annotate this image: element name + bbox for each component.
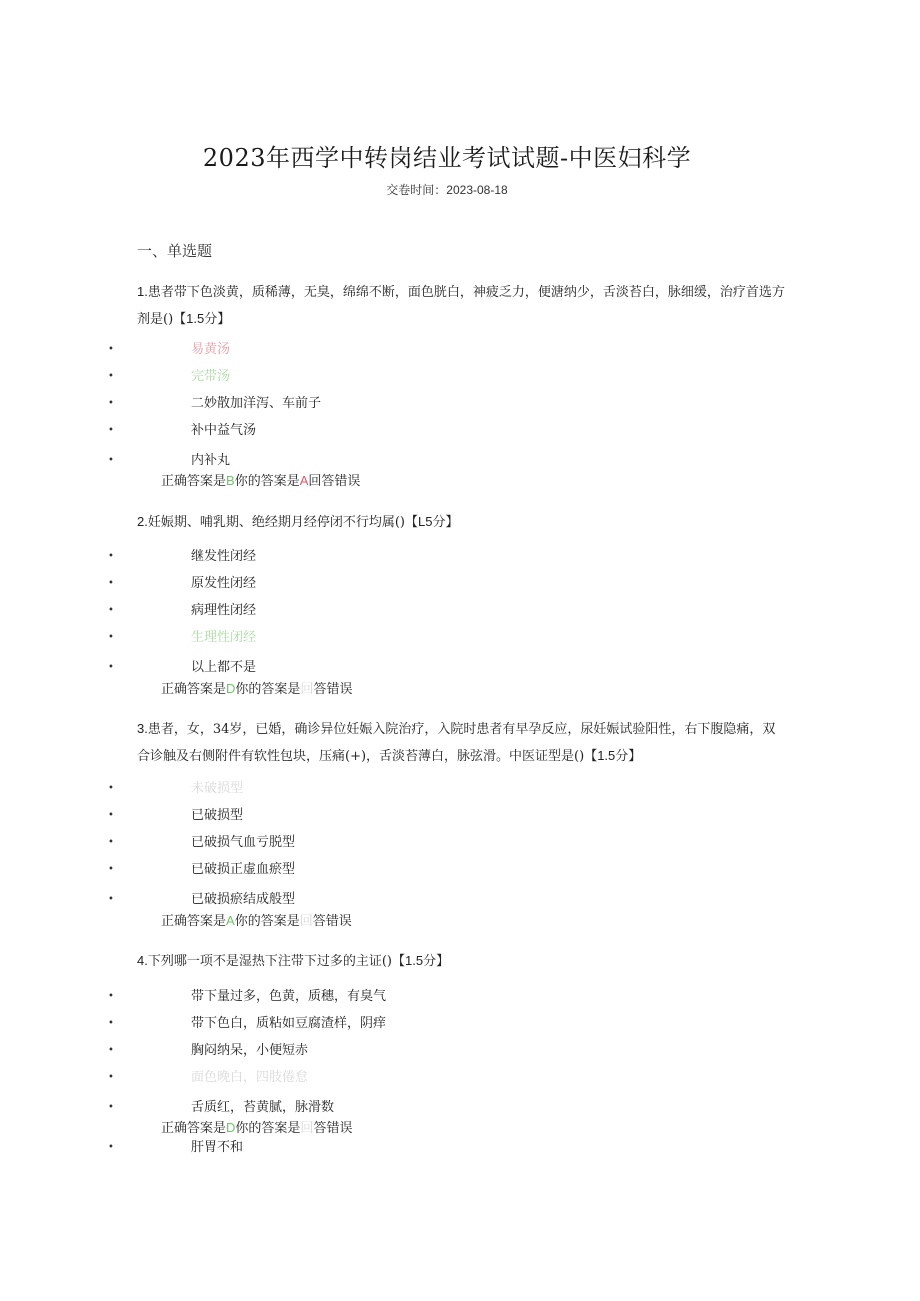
question-score: 【L5分】 (405, 514, 459, 529)
bullet-icon: • (108, 783, 114, 794)
answer-middle: 你的答案是 (234, 914, 300, 929)
option-item[interactable] (0, 1014, 820, 1034)
option-text: 已破损正虚血瘀型 (191, 862, 296, 877)
option-item[interactable] (0, 779, 820, 799)
option-item[interactable] (0, 601, 820, 621)
question-number: 4. (137, 953, 148, 968)
bullet-icon: • (108, 632, 114, 643)
option-text: 生理性闭经 (191, 630, 257, 645)
option-text: 面色晚白，四肢倦怠 (191, 1070, 309, 1085)
answer-middle: 你的答案是 (234, 474, 300, 489)
question-score: 【1.5分】 (584, 748, 642, 763)
bullet-icon: • (108, 551, 114, 562)
option-item[interactable] (0, 806, 820, 826)
my-answer: 回 (300, 681, 314, 696)
correct-answer: B (226, 473, 235, 488)
option-text: 肝胃不和 (191, 1140, 244, 1155)
option-text: 继发性闭经 (191, 549, 257, 564)
option-text: 补中益气汤 (191, 423, 257, 438)
answer-line (161, 471, 360, 492)
bullet-icon: • (108, 991, 114, 1002)
bullet-icon: • (108, 371, 114, 382)
option-item[interactable] (0, 367, 820, 387)
option-item[interactable] (0, 658, 820, 678)
my-answer: 回 (300, 1120, 314, 1135)
option-text: 内补丸 (191, 453, 231, 468)
question-text: 妊娠期、哺乳期、绝经期月经停闭不行均属() (147, 515, 405, 530)
option-item[interactable] (0, 628, 820, 648)
option-item[interactable] (0, 890, 820, 910)
bullet-icon: • (108, 864, 114, 875)
my-answer: 回 (299, 913, 313, 928)
option-text: 原发性闭经 (191, 576, 257, 591)
bullet-icon: • (108, 425, 114, 436)
answer-prefix: 正确答案是 (161, 914, 227, 929)
question-stem (137, 509, 787, 536)
option-item[interactable] (0, 1068, 820, 1088)
option-item[interactable] (0, 860, 820, 880)
option-text: 已破损型 (191, 808, 244, 823)
question-score: 【1.5分】 (173, 311, 231, 326)
question-number: 3. (137, 721, 148, 736)
correct-answer: A (226, 913, 235, 928)
answer-line (161, 1118, 352, 1139)
option-item[interactable] (0, 833, 820, 853)
option-item[interactable] (0, 421, 820, 441)
bullet-icon: • (108, 455, 114, 466)
option-text: 胸闷纳呆，小便短赤 (191, 1043, 309, 1058)
option-text: 完带汤 (191, 369, 231, 384)
answer-result: 回答错误 (308, 474, 361, 489)
answer-prefix: 正确答案是 (161, 1121, 227, 1136)
option-text: 带下色白，质粘如豆腐渣样，阴痒 (191, 1016, 387, 1031)
option-item[interactable] (0, 451, 820, 471)
bullet-icon: • (108, 810, 114, 821)
option-text: 二妙散加洋泻、车前子 (191, 396, 322, 411)
answer-middle: 你的答案是 (235, 682, 301, 697)
question-text: 患者带下色淡黄，质稀薄，无臭，绵绵不断，面色胱白，神疲乏力，便溏纳少，舌淡苔白，脉细缓，治疗首选方剂是() (137, 285, 785, 327)
question-stem (137, 948, 787, 975)
answer-prefix: 正确答案是 (161, 682, 227, 697)
question-number: 2. (137, 514, 148, 529)
answer-result: 答错误 (312, 914, 352, 929)
option-text: 舌质红，苔黄腻，脉滑数 (191, 1100, 335, 1115)
option-item[interactable] (0, 574, 820, 594)
option-text: 未破损型 (191, 781, 244, 796)
bullet-icon: • (108, 398, 114, 409)
answer-result: 答错误 (313, 682, 353, 697)
question-text: 患者，女，34岁，已婚，确诊异位妊娠入院治疗，入院时患者有早孕反应，尿妊娠试验阳性，右下腹隐痛，双合诊触及右侧附件有软性包块，压痛(+)，舌淡苔薄白，脉弦滑。中医证型是() (137, 722, 776, 764)
bullet-icon: • (108, 1142, 114, 1153)
option-text: 带下量过多，色黄，质穗，有臭气 (191, 989, 387, 1004)
answer-result: 答错误 (313, 1121, 353, 1136)
option-item[interactable] (0, 1138, 820, 1158)
correct-answer: D (226, 1120, 236, 1135)
question-number: 1. (137, 284, 148, 299)
option-item[interactable] (0, 1041, 820, 1061)
question-stem (137, 279, 787, 333)
bullet-icon: • (108, 1102, 114, 1113)
bullet-icon: • (108, 662, 114, 673)
option-text: 已破损瘀结成般型 (191, 892, 296, 907)
option-item[interactable] (0, 394, 820, 414)
bullet-icon: • (108, 578, 114, 589)
option-item[interactable] (0, 340, 820, 360)
option-text: 以上都不是 (191, 660, 257, 675)
submit-time: 交卷时间：2023-08-18 (386, 183, 508, 197)
question-stem (137, 716, 787, 770)
my-answer: A (299, 473, 309, 488)
answer-line (161, 679, 352, 700)
bullet-icon: • (108, 1072, 114, 1083)
bullet-icon: • (108, 1018, 114, 1029)
bullet-icon: • (108, 894, 114, 905)
section-heading: 一、单选题 (137, 242, 213, 260)
answer-middle: 你的答案是 (235, 1121, 301, 1136)
bullet-icon: • (108, 837, 114, 848)
answer-line (161, 911, 352, 932)
bullet-icon: • (108, 605, 114, 616)
option-text: 病理性闭经 (191, 603, 257, 618)
page-title: 2023年西学中转岗结业考试试题-中医妇科学 (202, 144, 692, 172)
option-item[interactable] (0, 1098, 820, 1118)
question-score: 【1.5分】 (392, 953, 450, 968)
option-text: 已破损气血亏脱型 (191, 835, 296, 850)
bullet-icon: • (108, 344, 114, 355)
option-text: 易黄汤 (191, 342, 231, 357)
correct-answer: D (226, 681, 236, 696)
answer-prefix: 正确答案是 (161, 474, 227, 489)
option-item[interactable] (0, 987, 820, 1007)
option-item[interactable] (0, 547, 820, 567)
bullet-icon: • (108, 1045, 114, 1056)
question-text: 下列哪一项不是湿热下注带下过多的主证() (147, 954, 392, 969)
